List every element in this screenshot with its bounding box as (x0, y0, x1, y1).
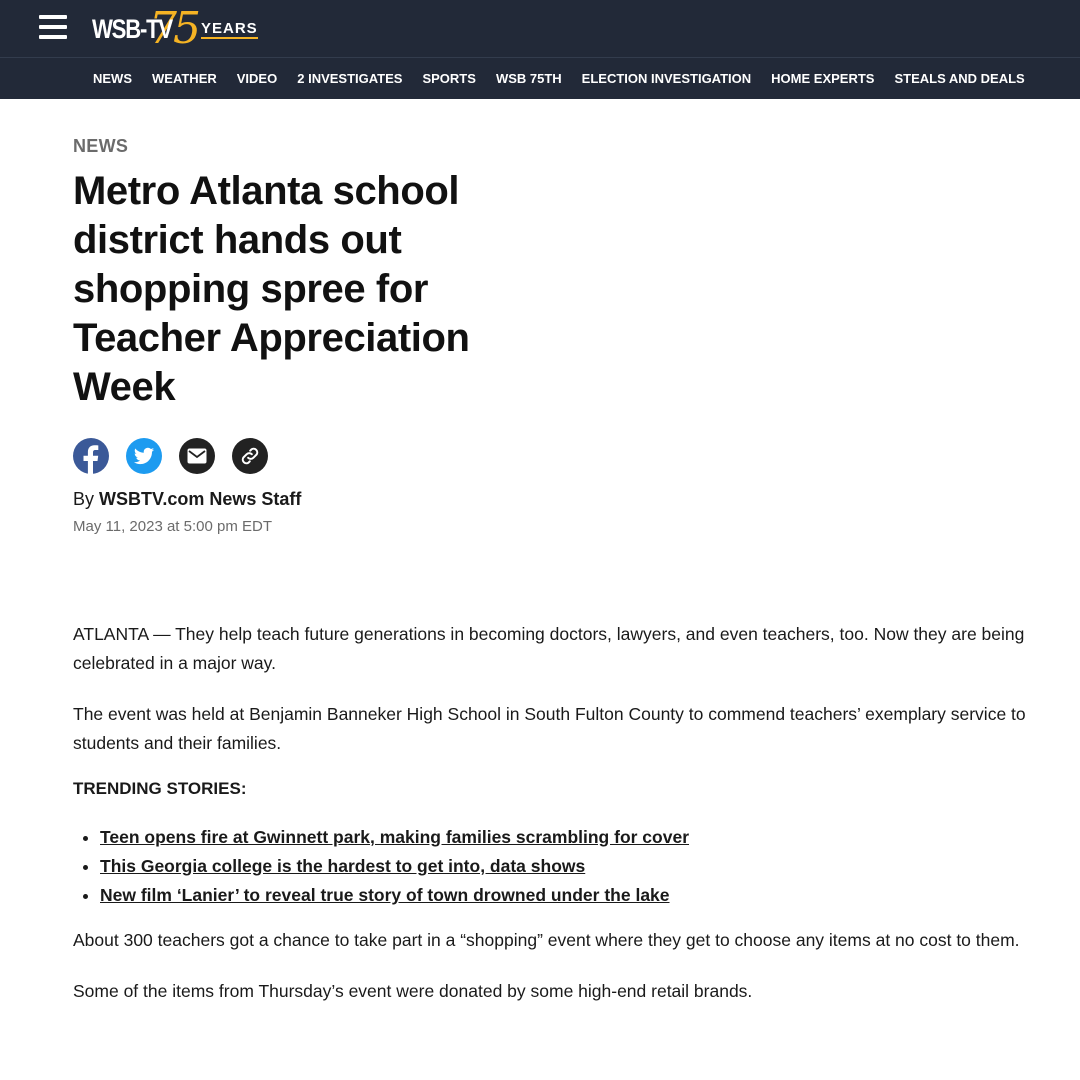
twitter-icon (133, 445, 155, 467)
byline-prefix: By (73, 489, 100, 509)
logo-years-text: YEARS (201, 20, 258, 37)
trending-story-link[interactable]: New film ‘Lanier’ to reveal true story of town drowned under the lake (100, 885, 670, 905)
trending-story-item (100, 852, 1053, 881)
email-icon (187, 448, 207, 464)
trending-stories-heading: TRENDING STORIES: (73, 779, 247, 798)
share-buttons (73, 438, 1053, 474)
nav-item-election-investigation[interactable]: ELECTION INVESTIGATION (581, 71, 752, 86)
article-paragraph: The event was held at Benjamin Banneker High School in South Fulton County to commend teachers’ exemplary service to students and their families. (73, 704, 1026, 753)
nav-item-news[interactable]: NEWS (93, 71, 132, 86)
author-name[interactable]: WSBTV.com News Staff (99, 489, 302, 509)
article-headline: Metro Atlanta school district hands out shopping spree for Teacher Appreciation Week (73, 169, 470, 409)
article-paragraph: ATLANTA — They help teach future generations in becoming doctors, lawyers, and even teachers, too. Now they are being celebrated in a major way. (73, 624, 1025, 673)
article-paragraph: About 300 teachers got a chance to take part in a “shopping” event where they get to choose any items at no cost to them. (73, 930, 1020, 950)
nav-list (83, 58, 1035, 99)
article (73, 136, 1053, 1028)
trending-stories-list (73, 823, 1053, 910)
logo-station-text: WSB-TV (92, 13, 172, 44)
site-logo[interactable] (92, 3, 258, 54)
trending-story-item (100, 881, 1053, 910)
trending-story-item (100, 823, 1053, 852)
twitter-share-button[interactable] (126, 438, 162, 474)
nav-item-steals-and-deals[interactable]: STEALS AND DEALS (894, 71, 1025, 86)
facebook-share-button[interactable] (73, 438, 109, 474)
nav-item-home-experts[interactable]: HOME EXPERTS (771, 71, 875, 86)
publish-timestamp: May 11, 2023 at 5:00 pm EDT (73, 518, 272, 535)
link-icon (239, 445, 261, 467)
trending-story-link[interactable]: Teen opens fire at Gwinnett park, making families scrambling for cover (100, 827, 690, 847)
nav-item-sports[interactable]: SPORTS (422, 71, 476, 86)
nav-item-weather[interactable]: WEATHER (152, 71, 217, 86)
email-share-button[interactable] (179, 438, 215, 474)
nav-item-2-investigates[interactable]: 2 INVESTIGATES (297, 71, 403, 86)
article-body (73, 620, 1053, 1006)
facebook-icon (73, 438, 109, 474)
trending-story-link[interactable]: This Georgia college is the hardest to get into, data shows (100, 856, 586, 876)
hamburger-menu-icon[interactable] (39, 15, 67, 41)
nav-item-video[interactable]: VIDEO (236, 71, 278, 86)
article-paragraph: Some of the items from Thursday’s event were donated by some high-end retail brands. (73, 981, 753, 1001)
top-bar (0, 0, 1080, 57)
copy-link-button[interactable] (232, 438, 268, 474)
main-navigation (0, 57, 1080, 99)
logo-75-text: 75 (149, 3, 197, 54)
section-label[interactable]: NEWS (73, 136, 129, 156)
byline (73, 489, 1053, 510)
nav-item-wsb-75th[interactable]: WSB 75TH (495, 71, 562, 86)
